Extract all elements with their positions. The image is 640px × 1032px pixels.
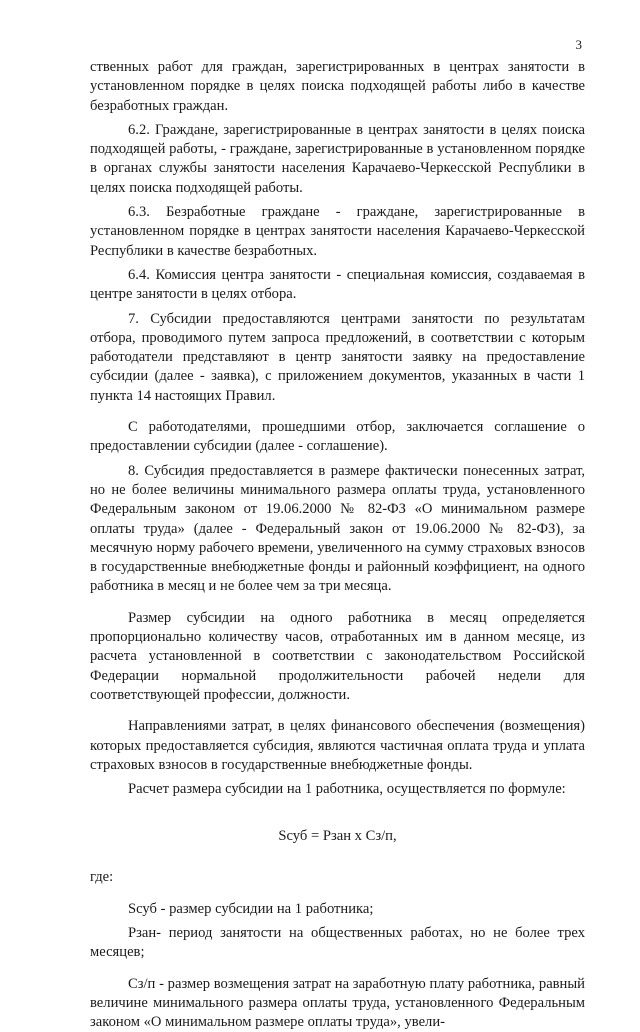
paragraph-7: 7. Субсидии предоставляются центрами занятости по результатам отбора, проводимого путем запроса предложений, в соответствии с которым работодатели представляют в центр занятости заявку на предоставление субсидии (далее - заявка), с приложением документов, указанных в части 1 пункта 14 настоящих Правил. xyxy=(90,310,585,404)
where-label: где: xyxy=(90,869,114,886)
paragraph-6-3: 6.3. Безработные граждане - граждане, зарегистрированные в установленном порядке в центрах занятости населения Карачаево-Черкесской Республики в качестве безработных. xyxy=(90,204,585,259)
paragraph-6-2: 6.2. Граждане, зарегистрированные в центрах занятости в целях поиска подходящей работы, - граждане, зарегистрированные в установленном порядке в органах службы занятости населения Карачаево-Черкесской Республики в целях поиска подходящей работы. xyxy=(90,121,585,196)
paragraph-agreement: С работодателями, прошедшими отбор, заключается соглашение о предоставлении субсидии (далее - соглашение). xyxy=(90,419,585,455)
paragraph-continuation: ственных работ для граждан, зарегистрированных в центрах занятости в установленном порядке в целях поиска подходящей работы либо в качестве безработных граждан. xyxy=(90,59,585,114)
document-body xyxy=(90,58,585,1032)
subsidy-formula: Sсуб = Pзан х Сз/п, xyxy=(278,828,397,845)
paragraph-cost-directions: Направлениями затрат, в целях финансового обеспечения (возмещения) которых предоставляется субсидия, являются частичная оплата труда и уплата страховых взносов в государственные внебюджетные фонды. xyxy=(90,718,585,773)
paragraph-8: 8. Субсидия предоставляется в размере фактически понесенных затрат, но не более величины минимального размера оплаты труда, установленного Федеральным законом от 19.06.2000 № 82-ФЗ «О минимальном размере оплаты труда» (далее - Федеральный закон от 19.06.2000 № 82-ФЗ), за месячную норму рабочего времени, увеличенного на сумму страховых взносов в государственные внебюджетные фонды и районный коэффициент, на одного работника в месяц и не более чем за три месяца. xyxy=(90,462,585,595)
paragraph-6-4: 6.4. Комиссия центра занятости - специальная комиссия, создаваемая в центре занятости в целях отбора. xyxy=(90,266,585,303)
paragraph-formula-intro: Расчет размера субсидии на 1 работника, осуществляется по формуле: xyxy=(128,781,566,798)
page-number: 3 xyxy=(575,37,582,52)
paragraph-subsidy-size: Размер субсидии на одного работника в месяц определяется пропорционально количеству часов, отработанных им в данном месяце, из расчета установленной в соответствии с законодательством Российской Федерации нормальной продолжительности рабочей недели для соответствующей профессии, должности. xyxy=(90,609,585,703)
definition-p-zan: Pзан- период занятости на общественных работах, но не более трех месяцев; xyxy=(90,924,585,961)
definition-s-zp: Сз/п - размер возмещения затрат на заработную плату работника, равный величине минимального размера оплаты труда, установленного Федеральным законом «О минимальном размере оплаты труда», увели- xyxy=(90,975,585,1031)
definition-s-sub: Sсуб - размер субсидии на 1 работника; xyxy=(128,900,374,917)
